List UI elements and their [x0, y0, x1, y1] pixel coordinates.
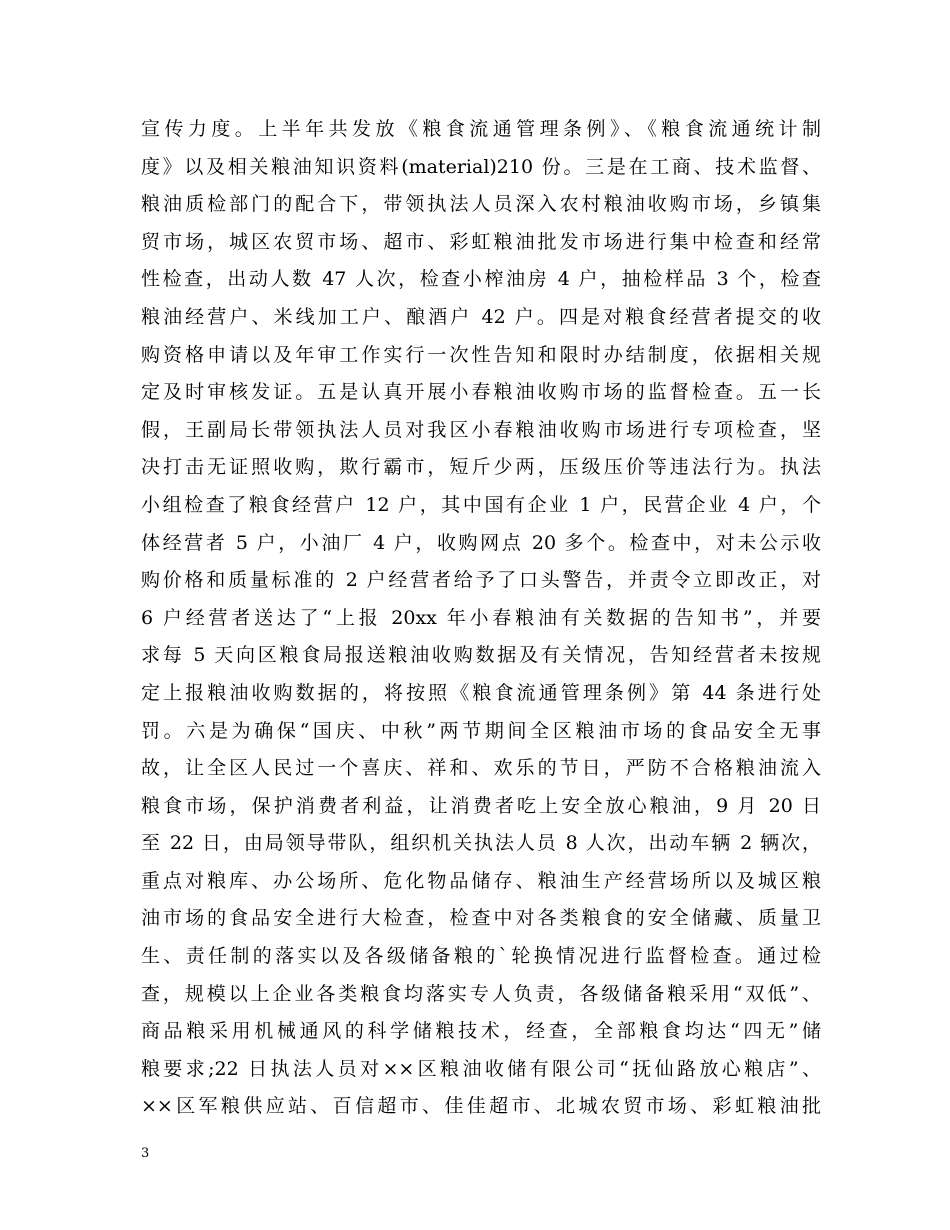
text-line: 故，让全区人民过一个喜庆、祥和、欢乐的节日，严防不合格粮油流入: [141, 757, 821, 780]
text-line: 6 户经营者送达了“上报 20xx 年小春粮油有关数据的告知书”，并要: [141, 606, 821, 629]
page-number: 3: [141, 1146, 150, 1161]
text-line: 小组检查了粮食经营户 12 户，其中国有企业 1 户，民营企业 4 户，个: [141, 493, 821, 516]
text-line: 粮油质检部门的配合下，带领执法人员深入农村粮油收购市场，乡镇集: [141, 193, 821, 216]
text-line: 油市场的食品安全进行大检查，检查中对各类粮食的安全储藏、质量卫: [141, 907, 821, 930]
text-line: 度》以及相关粮油知识资料(material)210 份。三是在工商、技术监督、: [141, 155, 821, 178]
text-line: 决打击无证照收购，欺行霸市，短斤少两，压级压价等违法行为。执法: [141, 456, 821, 479]
text-line: 假，王副局长带领执法人员对我区小春粮油收购市场进行专项检查，坚: [141, 418, 821, 441]
text-line: 定上报粮油收购数据的，将按照《粮食流通管理条例》第 44 条进行处: [141, 681, 821, 704]
text-line: 性检查，出动人数 47 人次，检查小榨油房 4 户，抽检样品 3 个，检查: [141, 268, 821, 291]
text-line: 定及时审核发证。五是认真开展小春粮油收购市场的监督检查。五一长: [141, 381, 821, 404]
text-line: 宣传力度。上半年共发放《粮食流通管理条例》、《粮食流通统计制: [141, 118, 821, 140]
text-line: 贸市场，城区农贸市场、超市、彩虹粮油批发市场进行集中检查和经常: [141, 230, 821, 253]
text-line: 购资格申请以及年审工作实行一次性告知和限时办结制度，依据相关规: [141, 343, 821, 366]
text-line: 求每 5 天向区粮食局报送粮油收购数据及有关情况，告知经营者未按规: [141, 644, 821, 667]
text-line: ××区军粮供应站、百信超市、佳佳超市、北城农贸市场、彩虹粮油批: [141, 1095, 821, 1118]
text-line: 查，规模以上企业各类粮食均落实专人负责，各级储备粮采用“双低”、: [141, 982, 821, 1005]
body-text: [141, 111, 821, 1126]
text-line: 粮食市场，保护消费者利益，让消费者吃上安全放心粮油，9 月 20 日: [141, 794, 821, 817]
text-line: 生、责任制的落实以及各级储备粮的`轮换情况进行监督检查。通过检: [141, 945, 821, 968]
text-line: 商品粮采用机械通风的科学储粮技术，经查，全部粮食均达“四无”储: [141, 1020, 821, 1043]
text-line: 体经营者 5 户，小油厂 4 户，收购网点 20 多个。检查中，对未公示收: [141, 531, 821, 554]
text-line: 罚。六是为确保“国庆、中秋”两节期间全区粮油市场的食品安全无事: [141, 719, 821, 742]
text-line: 购价格和质量标准的 2 户经营者给予了口头警告，并责令立即改正，对: [141, 569, 821, 592]
text-line: 粮要求;22 日执法人员对××区粮油收储有限公司“抚仙路放心粮店”、: [141, 1057, 821, 1080]
text-line: 至 22 日，由局领导带队，组织机关执法人员 8 人次，出动车辆 2 辆次，: [141, 832, 821, 855]
text-line: 重点对粮库、办公场所、危化物品储存、粮油生产经营场所以及城区粮: [141, 869, 821, 892]
text-line: 粮油经营户、米线加工户、酿酒户 42 户。四是对粮食经营者提交的收: [141, 305, 821, 328]
